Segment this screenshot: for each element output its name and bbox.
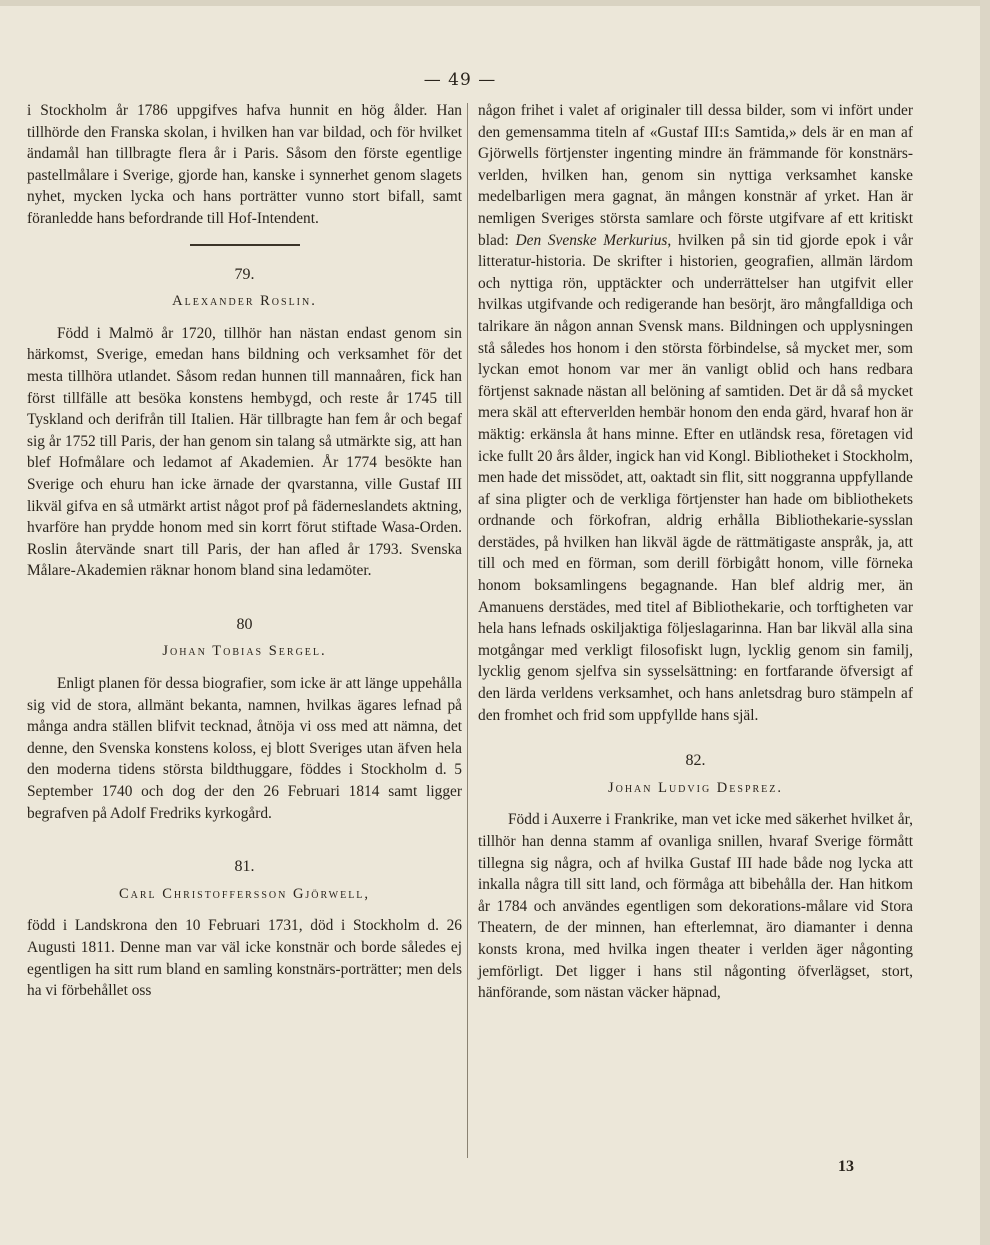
entry-number-80: 80 xyxy=(236,615,253,633)
column-divider xyxy=(467,103,468,1158)
left-column xyxy=(27,100,462,1002)
right-column xyxy=(478,100,913,1004)
gjorwell-text-part-2: , hvilken på sin tid gjorde epok i vår litteratur-historia. De skrifter i historien, geografien, allmän lärdom och nyttiga rön, upptäckter och underrättelser han utgifvit eller hvilkas utgifvande och redigerande han besörjt, äro mångfalldiga och talrikare än någon annan Svensk mans. Bildningen och upplysningen stå således hos honom i den största förbindelse, så mycket mer, som lyckan emot honom var mer än vanligt oblid och hans redbara förtjenst saknade nästan all belöning af samtiden. Det är då så mycket mera skäl att efterverlden hembär honom den enda gärd, hvaraf hon är mäktig: erkänsla åt hans minne. Efter en utländsk resa, företagen vid icke fullt 20 års ålder, ingick han vid Kongl. Bibliotheket i Stockholm, men hade det missödet, att, oaktadt sin flit, sitt noggranna uppfyllande af sina pligter och de verkliga förtjenster han hade om bibliothekets ordnande och förkofran, aldrig erhålla Bibliothekarie-sysslan derstädes, på hvilken han likväl ägde de rättmätigaste anspråk, ja, att till och med en förman, som derill förbigått honom, ville förneka honom boksamlingens begagnande. Han blef aldrig mer, än Amanuens derstädes, med titel af Bibliothekarie, och torftigheten var hela hans lefnads oskiljaktiga följeslagarinna. Han bar likväl alla sina motgångar med verkligt filosofiskt lugn, lycklig genom sin familj, lycklig genom sjelfva sin sysselsättning: en fortfarande öfversigt af den lärda verldens verksamhet, och hans anletsdrag buro stämpeln af den fromhet och frid som uppfyllde hans själ. xyxy=(478,231,913,724)
paragraph-intro: i Stockholm år 1786 uppgifves hafva hunnit en hög ålder. Han tillhörde den Franska skolan, i hvilken han var bildad, och för hvilket ändamål han tillbragte flera år i Paris. Såsom den förste egentlige pastellmålare i Sverige, gjorde han, kanske i synnerhet genom slagets nyhet, mycken lycka och hans porträtter vunno stort bifall, samt föranledde hans befordrande till Hof-Intendent. xyxy=(27,102,462,227)
entry-heading-81: Carl Christoffersson Gjörwell, xyxy=(118,885,371,902)
entry-number-79: 79. xyxy=(234,265,255,283)
section-rule xyxy=(190,244,300,246)
page-number: — 49 — xyxy=(423,70,497,90)
page-right-edge xyxy=(980,0,990,1245)
printer-signature: 13 xyxy=(838,1158,854,1175)
entry-number-82: 82. xyxy=(685,752,706,770)
entry-heading-79: Alexander Roslin. xyxy=(172,293,317,310)
paragraph-sergel: Enligt planen för dessa biografier, som icke är att länge uppehålla sig vid de stora, allmänt bekanta, namnen, hvilkas ägares lefnad på många andra ställen blifvit tecknad, åtnöja vi oss med att nämna, det denne, den Svenska konstens koloss, ej blott Sveriges utan äfven hela den moderna tidens största bildthuggare, föddes i Stockholm d. 5 September 1740 och dog der den 26 Februari 1814 samt ligger begrafven på Adolf Fredriks kyrkogård. xyxy=(27,675,462,822)
paragraph-gjorwell-start: född i Landskrona den 10 Februari 1731, död i Stockholm d. 26 Augusti 1811. Denne man var väl icke konstnär och borde således ej egentligen ha sitt rum bland en samling konstnärs-porträtter; men dels ha vi förbehållet oss xyxy=(27,917,462,1000)
paragraph-gjorwell-continued xyxy=(478,100,913,726)
entry-heading-82: Johan Ludvig Desprez. xyxy=(607,779,784,796)
gjorwell-text-part-1: någon frihet i valet af originaler till dessa bilder, som vi infört under den gemensamma titeln af «Gustaf III:s Samtida,» dels är en man af Gjörwells förtjenster ingenting mindre än främmande för konstnärs-verlden, hvilken han, genom sin nyttiga verksamhet kanske medelbarligen mera gagnat, än mången konstnär af yrket. Han är nemligen Sveriges största samlare och förste utgifvare af ett kritiskt blad: xyxy=(478,102,913,249)
entry-number-81: 81. xyxy=(234,858,255,876)
page-top-edge xyxy=(0,0,990,6)
paragraph-roslin: Född i Malmö år 1720, tillhör han nästan endast genom sin härkomst, Sverige, emedan hans bildning och verksamhet för det mesta tillhöra utlandet. Såsom redan hunnen till mannaåren, fick han först tillfälle att besöka konstens hembygd, och reste år 1745 till Tyskland och derifrån till Italien. Här tillbragte han fem år och begaf sig år 1752 till Paris, der han genom sin talang så utmärkte sig, att han blef Hofmålare och ledamot af Akademien. År 1774 besökte han Sverige och ehuru han icke ärnade der qvarstanna, ville Gustaf III likväl gifva en så utmärkt artist något prof på fäderneslandets aktning, hvarföre han prydde honom med sin korrt förut stiftade Wasa-Orden. Roslin återvände snart till Paris, der han afled år 1793. Svenska Målare-Akademien räknar honom bland sina ledamöter. xyxy=(27,324,462,580)
entry-heading-80: Johan Tobias Sergel. xyxy=(162,643,327,660)
paragraph-desprez: Född i Auxerre i Frankrike, man vet icke med säkerhet hvilket år, tillhör han denna stamm af ovanliga snillen, hvaraf Sverige förmått tillegna sig några, och af hvilka Gustaf III hade både nog lycka att inkalla några till sitt land, och förmåga att bibehålla der. Han hitkom år 1784 och användes egentligen som dekorations-målare vid Stora Theatern, de der minnen, han efterlemnat, äro diamanter i denna konsts krona, med hvilka ingen theater i verlden äger någonting jemförligt. Det ligger i hans stil någonting öfverlägset, stort, hänförande, som nästan väcker häpnad, xyxy=(478,811,913,1002)
periodical-title: Den Svenske Merkurius xyxy=(515,231,668,249)
